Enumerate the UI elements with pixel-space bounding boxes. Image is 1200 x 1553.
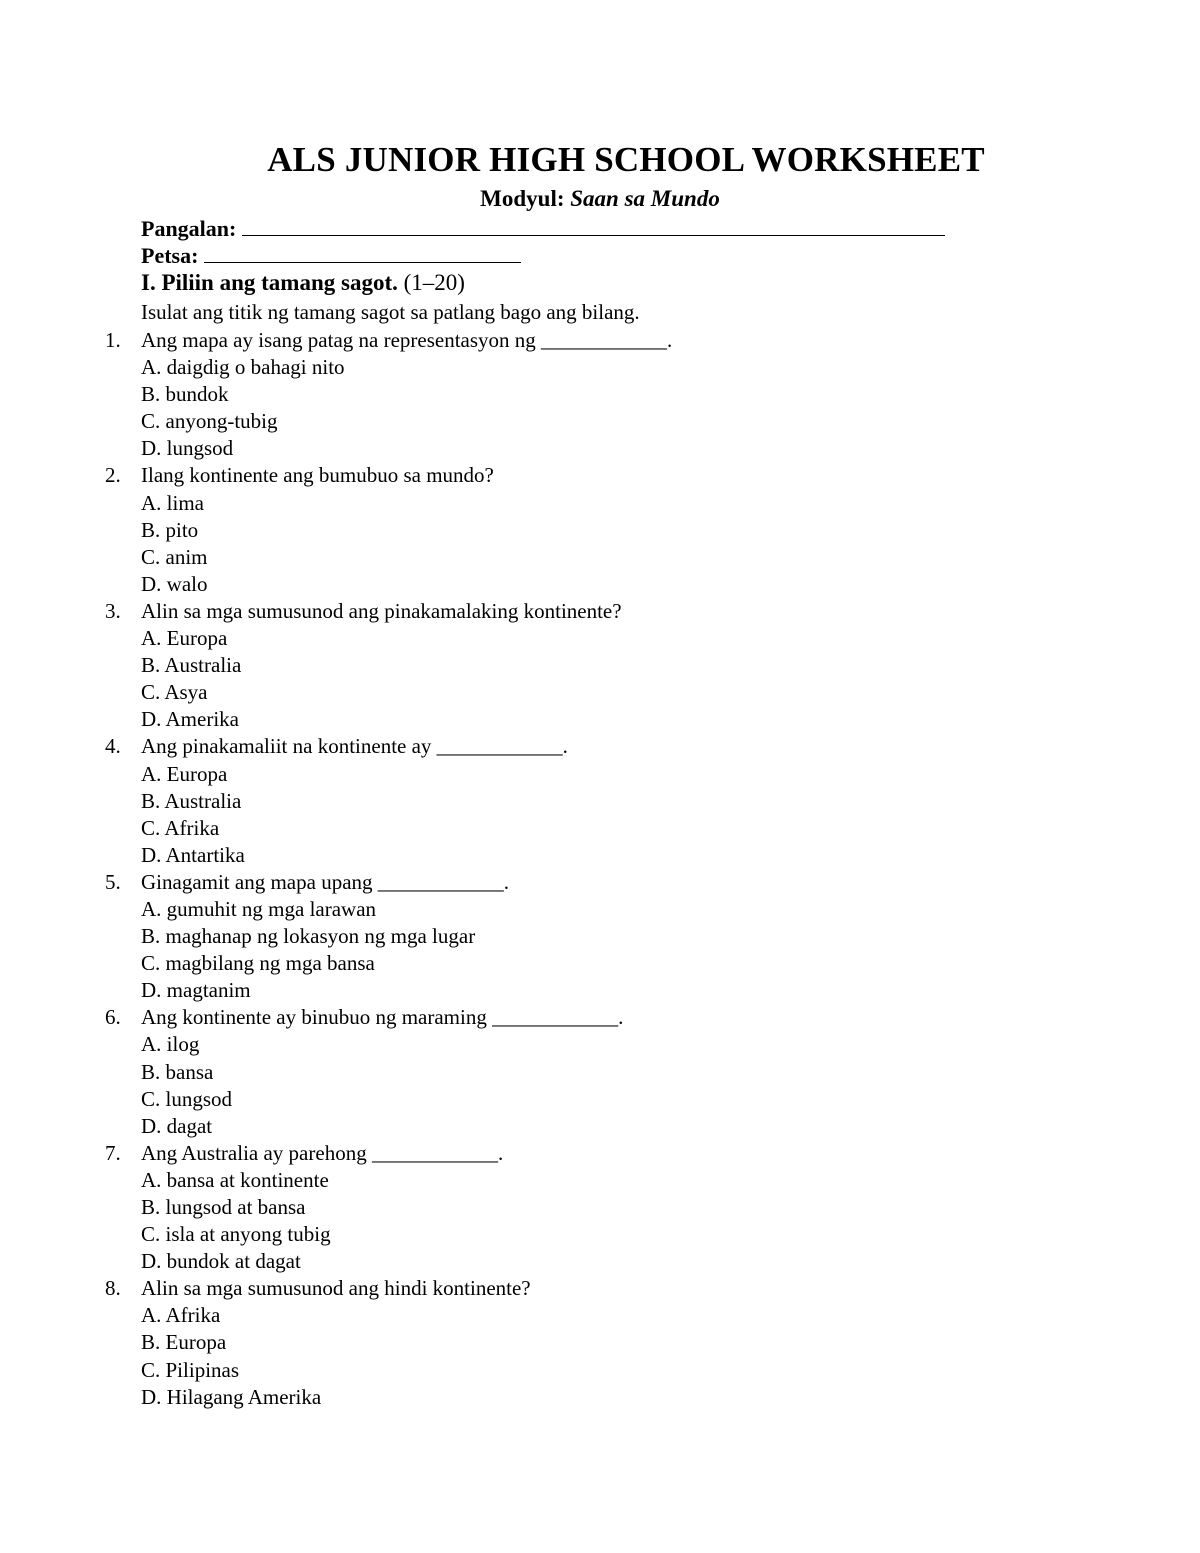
answer-choice: [0, 896, 1200, 923]
answer-choice: [0, 923, 1200, 950]
answer-choice: [0, 381, 1200, 408]
answer-choice: [0, 815, 1200, 842]
question-list: [0, 327, 1200, 1411]
instructions: Isulat ang titik ng tamang sagot sa patlang bago ang bilang.: [141, 300, 640, 324]
name-field: [141, 216, 945, 242]
answer-choice: [0, 354, 1200, 381]
question-line: [0, 327, 1200, 354]
answer-choice: [0, 1059, 1200, 1086]
answer-choice-text: C. lungsod: [141, 1086, 233, 1111]
answer-choice-text: A. daigdig o bahagi nito: [141, 355, 345, 380]
question-line: [0, 733, 1200, 760]
answer-choice-text: B. bansa: [141, 1059, 214, 1084]
answer-choice: [0, 788, 1200, 815]
date-blank-line[interactable]: [204, 244, 521, 263]
answer-choice: [0, 490, 1200, 517]
answer-choice: [0, 652, 1200, 679]
question-item: [0, 327, 1200, 462]
answer-choice-text: D. Amerika: [141, 707, 239, 732]
question-number: 3.: [105, 598, 121, 623]
answer-choice-text: C. Afrika: [141, 815, 220, 840]
question-number: 7.: [105, 1140, 121, 1165]
name-blank-line[interactable]: [242, 217, 945, 236]
question-text: Ilang kontinente ang bumubuo sa mundo?: [141, 463, 494, 488]
answer-choice-text: A. ilog: [141, 1032, 200, 1057]
question-item: [0, 1140, 1200, 1275]
question-text: Ang kontinente ay binubuo ng maraming ____________.: [141, 1005, 624, 1030]
section-heading-text: I. Piliin ang tamang sagot.: [141, 270, 398, 295]
answer-choice-text: D. walo: [141, 571, 208, 596]
answer-choice-text: A. Europa: [141, 626, 228, 651]
answer-choice: [0, 625, 1200, 652]
question-line: [0, 1275, 1200, 1302]
answer-choice-text: D. lungsod: [141, 436, 234, 461]
page-title: ALS JUNIOR HIGH SCHOOL WORKSHEET: [267, 140, 985, 179]
answer-choice-text: C. anim: [141, 544, 208, 569]
answer-choice-text: C. isla at anyong tubig: [141, 1222, 331, 1247]
question-number: 5.: [105, 869, 121, 894]
answer-choice-text: D. bundok at dagat: [141, 1249, 301, 1274]
answer-choice: [0, 761, 1200, 788]
answer-choice-text: B. Australia: [141, 653, 242, 678]
question-item: [0, 1275, 1200, 1410]
answer-choice: [0, 1248, 1200, 1275]
answer-choice: [0, 1357, 1200, 1384]
answer-choice: [0, 408, 1200, 435]
answer-choice: [0, 1167, 1200, 1194]
answer-choice-text: B. lungsod at bansa: [141, 1195, 306, 1219]
answer-choice: [0, 1384, 1200, 1411]
question-text: Ginagamit ang mapa upang ____________.: [141, 869, 510, 894]
answer-choice: [0, 517, 1200, 544]
answer-choice: [0, 544, 1200, 571]
answer-choice-text: D. Hilagang Amerika: [141, 1384, 322, 1409]
answer-choice-text: D. magtanim: [141, 978, 251, 1003]
question-item: [0, 1004, 1200, 1139]
answer-choice: [0, 1113, 1200, 1140]
answer-choice-text: B. Europa: [141, 1330, 227, 1355]
module-label: Modyul:: [480, 186, 565, 211]
question-item: [0, 462, 1200, 597]
answer-choice: [0, 679, 1200, 706]
question-number: 1.: [105, 328, 121, 352]
answer-choice-text: A. gumuhit ng mga larawan: [141, 896, 377, 921]
answer-choice: [0, 1302, 1200, 1329]
answer-choice-text: D. dagat: [141, 1113, 213, 1138]
answer-choice: [0, 977, 1200, 1004]
answer-choice: [0, 435, 1200, 462]
answer-choice: [0, 842, 1200, 869]
date-label: Petsa:: [141, 243, 199, 268]
question-number: 6.: [105, 1005, 121, 1030]
answer-choice-text: D. Antartika: [141, 842, 245, 867]
question-line: [0, 1004, 1200, 1031]
answer-choice-text: B. Australia: [141, 788, 242, 813]
question-line: [0, 869, 1200, 896]
answer-choice-text: A. lima: [141, 490, 204, 515]
question-text: Alin sa mga sumusunod ang hindi kontinente?: [141, 1276, 531, 1301]
question-item: [0, 733, 1200, 868]
section-heading: [141, 270, 465, 296]
answer-choice: [0, 1086, 1200, 1113]
module-name: Saan sa Mundo: [570, 186, 720, 211]
question-text: Alin sa mga sumusunod ang pinakamalaking kontinente?: [141, 598, 622, 623]
module-subtitle: [0, 186, 1200, 212]
section-range: (1–20): [403, 270, 465, 295]
answer-choice: [0, 1221, 1200, 1248]
question-line: [0, 1140, 1200, 1167]
answer-choice-text: C. Asya: [141, 680, 208, 705]
question-item: [0, 598, 1200, 733]
question-text: Ang Australia ay parehong ____________.: [141, 1140, 504, 1165]
answer-choice: [0, 1194, 1200, 1221]
name-label: Pangalan:: [141, 216, 237, 241]
answer-choice-text: A. Afrika: [141, 1303, 221, 1328]
answer-choice: [0, 1329, 1200, 1356]
question-line: [0, 598, 1200, 625]
answer-choice-text: A. bansa at kontinente: [141, 1167, 329, 1192]
question-number: 4.: [105, 734, 121, 759]
answer-choice-text: B. bundok: [141, 382, 229, 407]
answer-choice-text: A. Europa: [141, 761, 228, 786]
question-text: Ang pinakamaliit na kontinente ay ____________.: [141, 734, 568, 759]
answer-choice: [0, 571, 1200, 598]
answer-choice: [0, 706, 1200, 733]
answer-choice: [0, 1031, 1200, 1058]
question-line: [0, 462, 1200, 489]
answer-choice-text: B. maghanap ng lokasyon ng mga lugar: [141, 924, 476, 949]
question-text: Ang mapa ay isang patag na representasyon ng ____________.: [141, 328, 673, 352]
question-number: 2.: [105, 463, 121, 488]
date-field: [141, 243, 521, 269]
answer-choice-text: C. anyong-tubig: [141, 409, 278, 434]
answer-choice-text: B. pito: [141, 517, 199, 542]
answer-choice: [0, 950, 1200, 977]
question-number: 8.: [105, 1276, 121, 1301]
answer-choice-text: C. Pilipinas: [141, 1357, 240, 1382]
question-item: [0, 869, 1200, 1004]
answer-choice-text: C. magbilang ng mga bansa: [141, 951, 375, 976]
